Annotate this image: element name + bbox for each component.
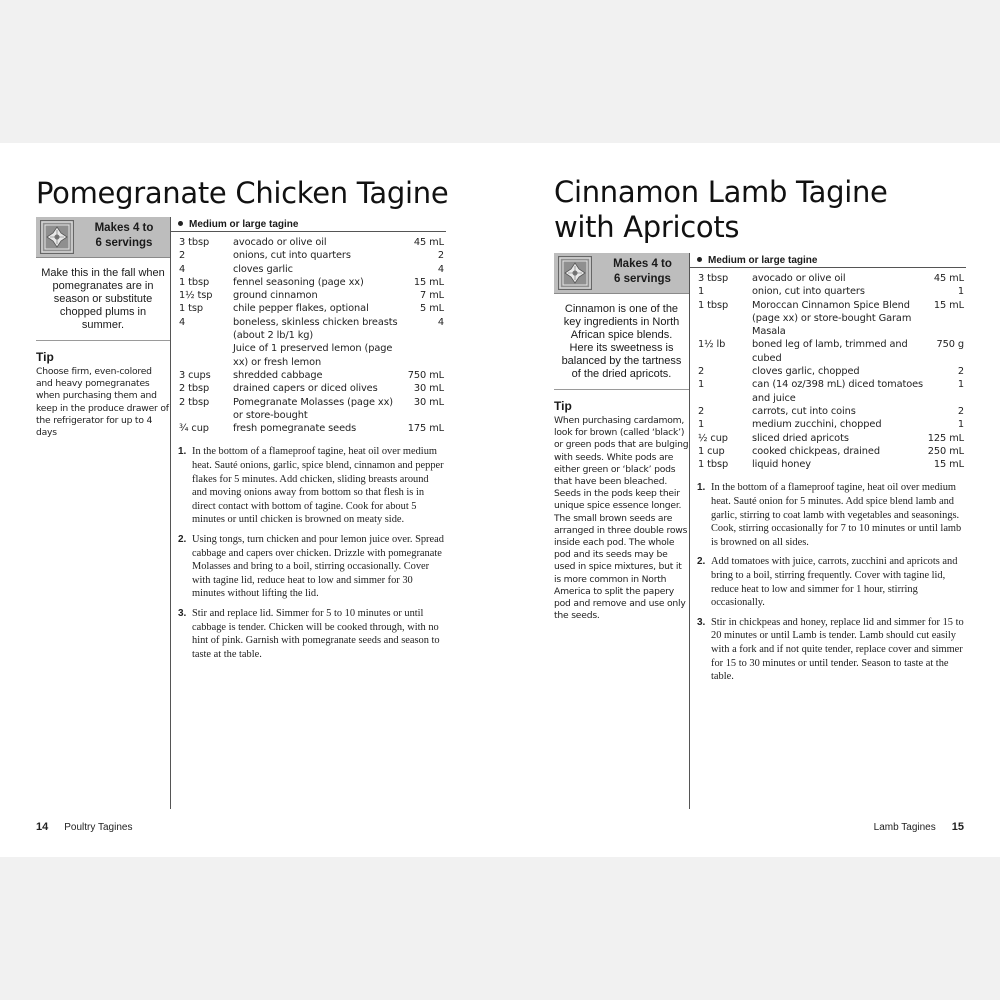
ingredient-metric: 2 bbox=[957, 366, 964, 378]
ingredient-name: cooked chickpeas, drained bbox=[752, 445, 880, 457]
step-text: Using tongs, turn chicken and pour lemon juice over. Spread cabbage and capers over chicken. Drizzle with pomegranate Molasses and bring to a boil, stirring occasionally. Cover with tagine lid, reduce heat to low and simmer for 30 minutes without lifting the lid. bbox=[192, 534, 444, 600]
ingredient-name: fennel seasoning (page xx) bbox=[233, 276, 364, 288]
equipment-line: Medium or large tagine bbox=[690, 253, 966, 268]
ingredient-row bbox=[690, 445, 966, 458]
ingredient-quantity: 3 cups bbox=[179, 369, 211, 381]
ingredient-metric: 125 mL bbox=[927, 432, 964, 444]
ingredient-name: cloves garlic bbox=[233, 263, 293, 275]
ingredient-row bbox=[171, 342, 446, 369]
step-text: In the bottom of a flameproof tagine, heat oil over medium heat. Sauté onion for 5 minutes. Add spice blend lamb and garlic, stirring to coat lamb with vegetables and seasonings. Cook, stirring occasionally for 7 to 10 minutes or until lamb is browned on all sides. bbox=[711, 482, 962, 548]
ingredient-quantity: ½ cup bbox=[698, 432, 728, 444]
step-text: Stir in chickpeas and honey, replace lid and simmer for 15 to 20 minutes or until Lamb is tender. Lamb should cut easily with a fork and if not quite tender, replace cover and simmer for 15 to 30 minutes or until tender. Season to taste at the table. bbox=[711, 616, 964, 683]
ingredient-quantity: 1 bbox=[698, 379, 705, 391]
ingredient-name: fresh pomegranate seeds bbox=[233, 423, 357, 435]
recipe-title: Cinnamon Lamb Tagine with Apricots bbox=[554, 175, 888, 244]
ingredient-metric: 1 bbox=[957, 379, 964, 391]
recipe-title: Pomegranate Chicken Tagine bbox=[36, 176, 449, 210]
ingredient-metric: 750 g bbox=[936, 339, 964, 351]
method-step bbox=[690, 481, 966, 549]
ingredient-list bbox=[171, 236, 446, 435]
ingredient-name: Juice of 1 preserved lemon (page xx) or fresh lemon bbox=[233, 343, 393, 368]
tip-text: When purchasing cardamom, look for brown (called ‘black’) or green pods that are bulging with seeds. White pods are either green or ‘black’ pods that have been bleached. Seeds in the pods keep their unique spice essence longer. The small brown seeds are arranged in three double rows inside each pod. The whole pod and its seeds may be used in spice mixtures, but it is more common in North America to split the papery pod and remove and use only the seeds. bbox=[554, 415, 689, 622]
method-steps bbox=[690, 481, 966, 683]
ingredient-row bbox=[690, 299, 966, 339]
ingredient-name: carrots, cut into coins bbox=[752, 405, 856, 417]
ingredient-quantity: 1 tbsp bbox=[698, 299, 729, 311]
ingredient-row bbox=[690, 432, 966, 445]
ingredient-row bbox=[690, 458, 966, 471]
ingredient-quantity: 3 tbsp bbox=[698, 273, 729, 284]
ingredient-name: chile pepper flakes, optional bbox=[233, 303, 369, 315]
step-number: 3. bbox=[178, 607, 187, 619]
ingredient-name: avocado or olive oil bbox=[752, 273, 846, 284]
ingredient-name: medium zucchini, chopped bbox=[752, 419, 882, 431]
page-footer bbox=[36, 820, 132, 835]
ingredient-metric: 1 bbox=[957, 419, 964, 431]
ingredient-row bbox=[171, 302, 446, 315]
ingredient-row bbox=[171, 396, 446, 423]
step-text: In the bottom of a flameproof tagine, heat oil over medium heat. Sauté onions, garlic, spice blend, cinnamon and pepper flakes for 5 minutes. Add chicken, sliding breasts around and moving onions away from bottom so that flesh is in direct contact with bottom of tagine. Cook for about 5 minutes or until chicken is browned on meaty side. bbox=[192, 446, 444, 526]
ingredient-metric: 15 mL bbox=[413, 276, 444, 288]
ingredient-metric: 4 bbox=[437, 316, 444, 328]
recipe-intro: Make this in the fall when pomegranates are in season or substitute chopped plums in summer. bbox=[36, 258, 170, 341]
ingredient-name: sliced dried apricots bbox=[752, 432, 849, 444]
recipe-main bbox=[170, 217, 446, 809]
ingredient-name: boned leg of lamb, trimmed and cubed bbox=[752, 339, 908, 364]
ingredient-name: Moroccan Cinnamon Spice Blend (page xx) or store-bought Garam Masala bbox=[752, 299, 912, 338]
ingredient-metric: 5 mL bbox=[420, 303, 444, 315]
ingredient-name: drained capers or diced olives bbox=[233, 383, 378, 395]
ingredient-name: liquid honey bbox=[752, 459, 811, 471]
ingredient-quantity: 4 bbox=[179, 316, 186, 328]
step-number: 1. bbox=[697, 482, 706, 494]
ingredient-row bbox=[171, 289, 446, 302]
ingredient-quantity: 4 bbox=[179, 263, 186, 275]
sidebar bbox=[554, 253, 689, 622]
servings-text: Makes 4 to 6 servings bbox=[613, 258, 672, 285]
ingredient-quantity: 1½ tsp bbox=[179, 290, 213, 302]
ingredient-name: boneless, skinless chicken breasts (about 2 lb/1 kg) bbox=[233, 316, 398, 342]
step-number: 2. bbox=[178, 534, 187, 546]
left-page bbox=[0, 143, 500, 857]
method-steps bbox=[171, 445, 446, 661]
ingredient-row bbox=[690, 272, 966, 285]
ingredient-quantity: 2 tbsp bbox=[179, 396, 210, 408]
ingredient-quantity: 1 bbox=[698, 286, 705, 298]
ingredient-row bbox=[690, 418, 966, 431]
ingredient-row bbox=[171, 382, 446, 395]
step-number: 1. bbox=[178, 446, 187, 458]
ingredient-row bbox=[690, 285, 966, 298]
servings-text: Makes 4 to 6 servings bbox=[94, 222, 154, 249]
ingredient-row bbox=[171, 316, 446, 343]
ingredient-row bbox=[171, 369, 446, 382]
ingredient-metric: 45 mL bbox=[413, 237, 444, 248]
ingredient-quantity: 1½ lb bbox=[698, 339, 726, 351]
ingredient-metric: 30 mL bbox=[413, 383, 444, 395]
page-number: 15 bbox=[951, 821, 964, 833]
ingredient-quantity: 1 tsp bbox=[179, 303, 204, 315]
tile-ornament-icon bbox=[558, 256, 592, 290]
step-number: 2. bbox=[697, 556, 706, 568]
ingredient-quantity: 1 bbox=[698, 419, 705, 431]
ingredient-row bbox=[690, 338, 966, 365]
ingredient-metric: 175 mL bbox=[407, 423, 444, 435]
ingredient-metric: 2 bbox=[437, 250, 444, 262]
ingredient-metric: 750 mL bbox=[407, 369, 444, 381]
method-step bbox=[171, 445, 446, 527]
ingredient-row bbox=[690, 378, 966, 405]
ingredient-row bbox=[171, 236, 446, 249]
ingredient-row bbox=[171, 276, 446, 289]
ingredient-row bbox=[171, 422, 446, 435]
ingredient-name: avocado or olive oil bbox=[233, 237, 327, 248]
ingredient-quantity: 2 bbox=[698, 405, 705, 417]
ingredient-metric: 30 mL bbox=[413, 396, 444, 408]
ingredient-metric: 1 bbox=[957, 286, 964, 298]
ingredient-quantity: 2 bbox=[179, 250, 186, 262]
ingredient-metric: 7 mL bbox=[420, 290, 444, 302]
section-name: Poultry Tagines bbox=[64, 822, 133, 833]
ingredient-name: Pomegranate Molasses (page xx) or store-bought bbox=[233, 396, 394, 421]
ingredient-quantity: 3 tbsp bbox=[179, 237, 210, 248]
ingredient-metric: 4 bbox=[437, 263, 444, 275]
tip-heading: Tip bbox=[554, 399, 572, 413]
servings-box bbox=[554, 253, 689, 294]
ingredient-name: onions, cut into quarters bbox=[233, 250, 351, 262]
tip-heading: Tip bbox=[36, 350, 54, 364]
ingredient-metric: 15 mL bbox=[933, 459, 964, 471]
ingredient-metric: 2 bbox=[957, 405, 964, 417]
page-footer bbox=[874, 820, 964, 835]
step-text: Add tomatoes with juice, carrots, zucchini and apricots and bring to a boil, stirring frequently. Cover with tagine lid, reduce heat to low and simmer for 1 hour, stirring occasionally. bbox=[711, 556, 958, 609]
ingredient-quantity: ¾ cup bbox=[179, 423, 209, 435]
step-text: Stir and replace lid. Simmer for 5 to 10 minutes or until cabbage is tender. Chicken will be cooked through, with no hint of pink. Garnish with pomegranate seeds and season to taste at the table. bbox=[192, 607, 440, 660]
ingredient-quantity: 1 tbsp bbox=[179, 276, 210, 288]
ingredient-row bbox=[171, 249, 446, 262]
recipe-intro: Cinnamon is one of the key ingredients in North African spice blends. Here its sweetness is balanced by the tartness of the dried apricots. bbox=[554, 294, 689, 390]
ingredient-list bbox=[690, 272, 966, 471]
method-step bbox=[690, 555, 966, 609]
right-page bbox=[500, 143, 1000, 857]
ingredient-metric: 250 mL bbox=[927, 445, 964, 457]
step-number: 3. bbox=[697, 616, 706, 628]
method-step bbox=[690, 616, 966, 684]
recipe-main bbox=[689, 253, 966, 809]
ingredient-name: cloves garlic, chopped bbox=[752, 366, 860, 378]
ingredient-quantity: 1 cup bbox=[698, 445, 725, 457]
ingredient-metric: 15 mL bbox=[933, 299, 964, 311]
ingredient-quantity: 2 bbox=[698, 366, 705, 378]
tip-text: Choose firm, even-colored and heavy pomegranates when purchasing them and keep in the produce drawer of the refrigerator for up to 4 days bbox=[36, 366, 169, 439]
equipment-line: Medium or large tagine bbox=[171, 217, 446, 232]
ingredient-name: onion, cut into quarters bbox=[752, 286, 865, 298]
ingredient-name: ground cinnamon bbox=[233, 290, 318, 302]
method-step bbox=[171, 533, 446, 601]
ingredient-name: shredded cabbage bbox=[233, 369, 323, 381]
ingredient-row bbox=[690, 365, 966, 378]
method-step bbox=[171, 607, 446, 661]
bullet-icon bbox=[697, 257, 702, 262]
ingredient-metric: 45 mL bbox=[933, 273, 964, 284]
page-number: 14 bbox=[36, 821, 49, 833]
servings-box bbox=[36, 217, 170, 258]
ingredient-quantity: 1 tbsp bbox=[698, 459, 729, 471]
tile-ornament-icon bbox=[40, 220, 74, 254]
sidebar bbox=[36, 217, 170, 439]
ingredient-row bbox=[690, 405, 966, 418]
ingredient-quantity: 2 tbsp bbox=[179, 383, 210, 395]
book-spread bbox=[0, 143, 1000, 857]
ingredient-name: can (14 oz/398 mL) diced tomatoes and juice bbox=[752, 379, 924, 404]
bullet-icon bbox=[178, 221, 183, 226]
ingredient-row bbox=[171, 263, 446, 276]
section-name: Lamb Tagines bbox=[873, 822, 936, 833]
